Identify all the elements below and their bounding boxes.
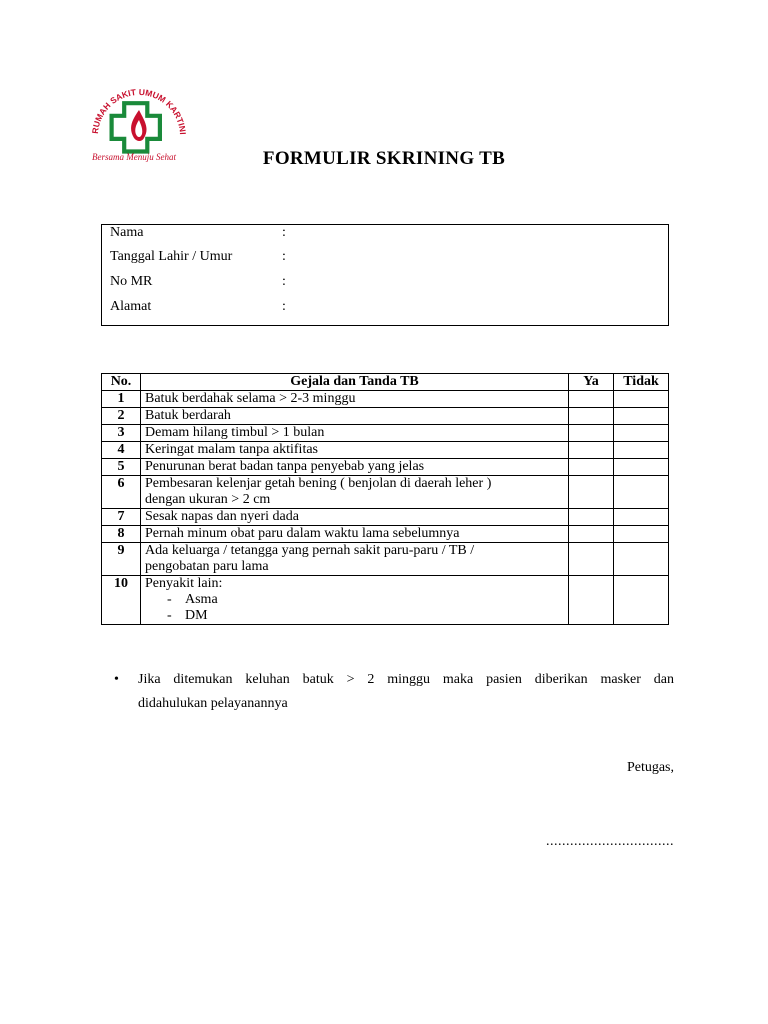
field-label: Alamat <box>110 299 152 314</box>
no-checkbox-cell[interactable] <box>614 476 669 509</box>
signer-label: Petugas, <box>626 760 674 775</box>
note-line-2: didahulukan pelayanannya <box>138 696 288 711</box>
no-checkbox-cell[interactable] <box>614 391 669 408</box>
no-checkbox-cell[interactable] <box>614 526 669 543</box>
row-number: 3 <box>102 425 141 442</box>
no-checkbox-cell[interactable] <box>614 442 669 459</box>
sub-item-dm: - DM <box>167 608 208 623</box>
field-label: Tanggal Lahir / Umur <box>110 249 233 264</box>
sub-item-label: DM <box>185 608 208 623</box>
no-checkbox-cell[interactable] <box>614 543 669 576</box>
yes-checkbox-cell[interactable] <box>569 425 614 442</box>
row-symptom: Pernah minum obat paru dalam waktu lama sebelumnya <box>141 526 569 543</box>
row-symptom: Demam hilang timbul > 1 bulan <box>141 425 569 442</box>
no-checkbox-cell[interactable] <box>614 425 669 442</box>
logo-emblem-icon <box>84 84 194 154</box>
row-symptom: Batuk berdahak selama > 2-3 minggu <box>141 391 569 408</box>
form-title: FORMULIR SKRINING TB <box>262 148 506 169</box>
field-label: Nama <box>110 225 144 240</box>
table-header-row <box>102 374 669 391</box>
row-number: 4 <box>102 442 141 459</box>
instruction-note <box>114 668 674 716</box>
row-number: 10 <box>102 576 141 625</box>
table-row <box>102 425 669 442</box>
yes-checkbox-cell[interactable] <box>569 476 614 509</box>
yes-checkbox-cell[interactable] <box>569 442 614 459</box>
field-separator: : <box>282 299 286 314</box>
yes-checkbox-cell[interactable] <box>569 576 614 625</box>
header-no: No. <box>102 374 141 391</box>
yes-checkbox-cell[interactable] <box>569 391 614 408</box>
field-alamat <box>110 299 286 315</box>
yes-checkbox-cell[interactable] <box>569 509 614 526</box>
screening-table <box>101 373 669 625</box>
table-row <box>102 442 669 459</box>
row-number: 9 <box>102 543 141 576</box>
field-no-mr <box>110 274 286 290</box>
patient-info-box <box>101 224 669 326</box>
header-tidak: Tidak <box>614 374 669 391</box>
no-checkbox-cell[interactable] <box>614 408 669 425</box>
row-number: 7 <box>102 509 141 526</box>
sub-item-asma: - Asma <box>167 592 218 607</box>
bullet-icon: • <box>114 672 119 687</box>
row-number: 2 <box>102 408 141 425</box>
row-symptom-line: pengobatan paru lama <box>145 559 269 574</box>
row-symptom-line: Penyakit lain: <box>145 576 223 591</box>
field-nama <box>110 225 286 241</box>
field-separator: : <box>282 274 286 289</box>
row-symptom-line: Pembesaran kelenjar getah bening ( benjolan di daerah leher ) <box>145 476 492 491</box>
row-number: 6 <box>102 476 141 509</box>
table-row <box>102 526 669 543</box>
logo-tagline: Bersama Menuju Sehat <box>92 152 176 162</box>
table-row <box>102 391 669 408</box>
row-symptom <box>141 543 569 576</box>
note-line-1: Jika ditemukan keluhan batuk > 2 minggu maka pasien diberikan masker dan <box>138 672 674 687</box>
row-symptom-line: dengan ukuran > 2 cm <box>145 492 271 507</box>
no-checkbox-cell[interactable] <box>614 509 669 526</box>
logo-arc-text: RUMAH SAKIT UMUM KARTINI <box>89 86 188 135</box>
table-row <box>102 509 669 526</box>
sub-item-label: Asma <box>185 592 218 607</box>
row-number: 1 <box>102 391 141 408</box>
yes-checkbox-cell[interactable] <box>569 459 614 476</box>
table-row <box>102 408 669 425</box>
row-symptom: Sesak napas dan nyeri dada <box>141 509 569 526</box>
table-row <box>102 476 669 509</box>
row-number: 8 <box>102 526 141 543</box>
table-row <box>102 576 669 625</box>
row-symptom: Batuk berdarah <box>141 408 569 425</box>
yes-checkbox-cell[interactable] <box>569 543 614 576</box>
row-symptom: Keringat malam tanpa aktifitas <box>141 442 569 459</box>
table-row <box>102 459 669 476</box>
row-symptom: Penurunan berat badan tanpa penyebab yang jelas <box>141 459 569 476</box>
row-symptom <box>141 476 569 509</box>
field-tanggal-lahir <box>110 249 286 265</box>
row-number: 5 <box>102 459 141 476</box>
yes-checkbox-cell[interactable] <box>569 526 614 543</box>
header-yes: Ya <box>569 374 614 391</box>
row-symptom <box>141 576 569 625</box>
yes-checkbox-cell[interactable] <box>569 408 614 425</box>
table-row <box>102 543 669 576</box>
no-checkbox-cell[interactable] <box>614 459 669 476</box>
field-label: No MR <box>110 274 153 289</box>
no-checkbox-cell[interactable] <box>614 576 669 625</box>
header-symptom: Gejala dan Tanda TB <box>141 374 569 391</box>
row-symptom-line: Ada keluarga / tetangga yang pernah sakit paru-paru / TB / <box>145 543 475 558</box>
field-separator: : <box>282 225 286 240</box>
field-separator: : <box>282 249 286 264</box>
signature-line[interactable]: ................................ <box>546 834 674 849</box>
